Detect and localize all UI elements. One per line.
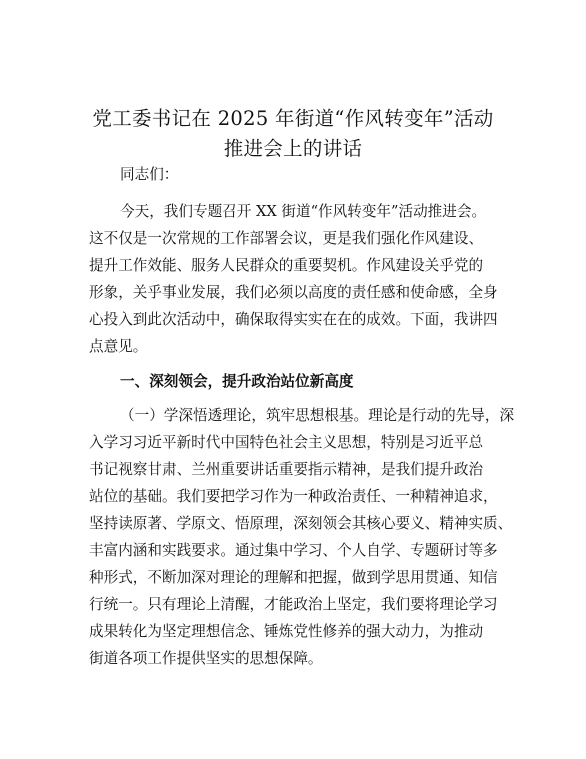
paragraph-2-line: 丰富内涵和实践要求。通过集中学习、个人自学、专题研讨等多: [89, 542, 498, 559]
paragraph-2-line: 成果转化为坚定理想信念、锤炼党性修养的强大动力，为推动: [89, 623, 484, 640]
paragraph-1-line: 提升工作效能、服务人民群众的重要契机。作风建设关乎党的: [89, 257, 484, 274]
paragraph-1-line: 心投入到此次活动中，确保取得实实在在的成效。下面，我讲四: [89, 311, 498, 328]
paragraph-1-line: 形象，关乎事业发展，我们必须以高度的责任感和使命感，全身: [89, 284, 498, 301]
salutation: 同志们：: [120, 166, 179, 183]
paragraph-2-line: （一）学深悟透理论，筑牢思想根基。理论是行动的先导，深: [120, 407, 515, 424]
document-title-line-1: 党工委书记在 2025 年街道“作风转变年”活动: [92, 107, 494, 130]
paragraph-2-line: 街道各项工作提供坚实的思想保障。: [89, 650, 323, 667]
paragraph-1-line: 点意见。: [89, 338, 148, 355]
paragraph-2-line: 行统一。只有理论上清醒，才能政治上坚定，我们要将理论学习: [89, 596, 498, 613]
paragraph-2-line: 书记视察甘肃、兰州重要讲话重要指示精神，是我们提升政治: [89, 461, 484, 478]
paragraph-1-line: 这不仅是一次常规的工作部署会议，更是我们强化作风建设、: [89, 230, 484, 247]
document-title-line-2: 推进会上的讲话: [223, 137, 363, 160]
section-heading: 一、深刻领会，提升政治站位新高度: [120, 373, 354, 390]
paragraph-2-line: 站位的基础。我们要把学习作为一种政治责任、一种精神追求，: [89, 488, 498, 505]
paragraph-2-line: 入学习习近平新时代中国特色社会主义思想，特别是习近平总: [89, 434, 484, 451]
paragraph-2-line: 种形式，不断加深对理论的理解和把握，做到学思用贯通、知信: [89, 569, 498, 586]
paragraph-2-line: 坚持读原著、学原文、悟原理，深刻领会其核心要义、精神实质、: [89, 515, 513, 532]
paragraph-1-line: 今天，我们专题召开 XX 街道“作风转变年”活动推进会。: [120, 203, 487, 220]
